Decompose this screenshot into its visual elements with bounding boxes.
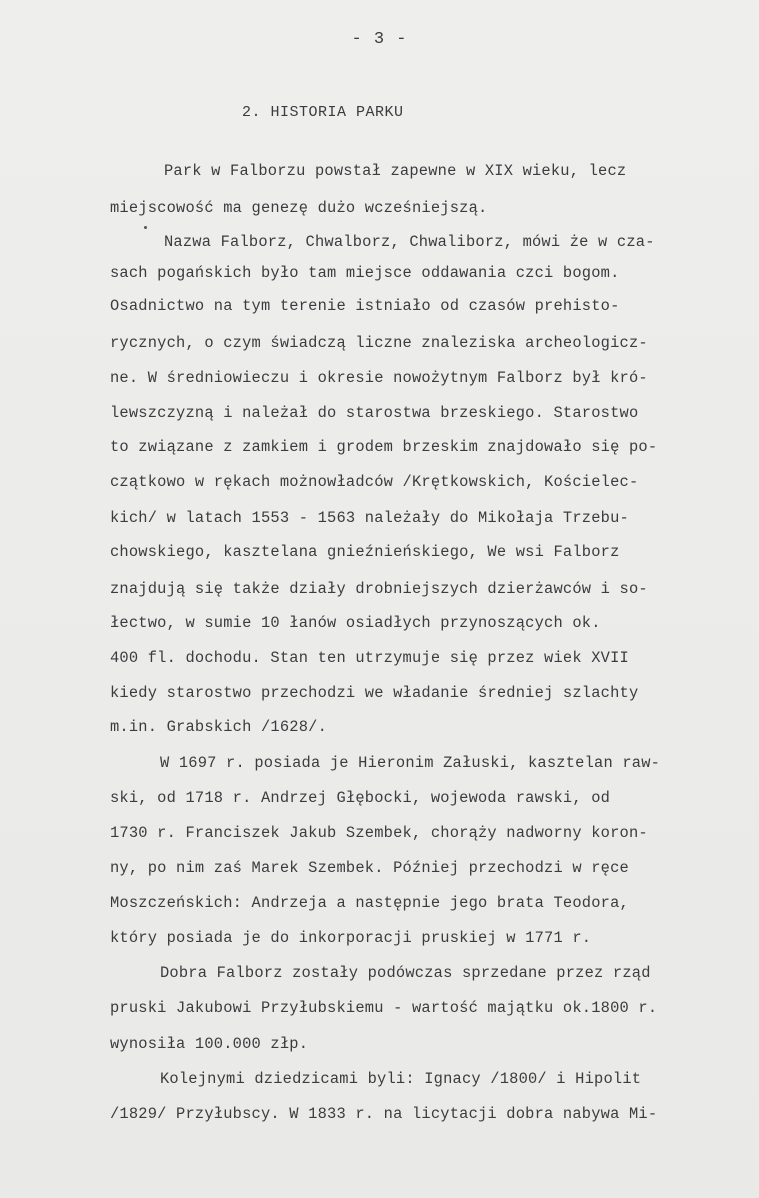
text-line: kiedy starostwo przechodzi we władanie średniej szlachty <box>110 684 639 702</box>
text-line: łectwo, w sumie 10 łanów osiadłych przynoszących ok. <box>110 614 601 632</box>
text-line: Kolejnymi dziedzicami byli: Ignacy /1800/ i Hipolit <box>160 1070 642 1088</box>
text-line: wynosiła 100.000 złp. <box>110 1035 309 1053</box>
text-line: 400 fl. dochodu. Stan ten utrzymuje się przez wiek XVII <box>110 649 629 667</box>
page-number: - 3 - <box>351 30 408 49</box>
text-line: Park w Falborzu powstał zapewne w XIX wieku, lecz <box>164 162 627 180</box>
text-line: Nazwa Falborz, Chwalborz, Chwaliborz, mówi że w cza- <box>164 233 655 251</box>
text-line: kich/ w latach 1553 - 1563 należały do Mikołaja Trzebu- <box>110 509 629 527</box>
text-line: który posiada je do inkorporacji pruskiej w 1771 r. <box>110 929 592 947</box>
text-line: rycznych, o czym świadczą liczne znaleziska archeologicz- <box>110 334 648 352</box>
text-line: znajdują się także działy drobniejszych dzierżawców i so- <box>110 580 648 598</box>
text-line: Osadnictwo na tym terenie istniało od czasów prehisto- <box>110 297 620 315</box>
text-line: Moszczeńskich: Andrzeja a następnie jego brata Teodora, <box>110 894 629 912</box>
text-line: ski, od 1718 r. Andrzej Głębocki, wojewoda rawski, od <box>110 789 611 807</box>
text-line: to związane z zamkiem i grodem brzeskim znajdowało się po- <box>110 438 658 456</box>
text-line: sach pogańskich było tam miejsce oddawania czci bogom. <box>110 264 620 282</box>
text-line: lewszczyzną i należał do starostwa brzeskiego. Starostwo <box>110 404 639 422</box>
text-line: chowskiego, kasztelana gnieźnieńskiego, We wsi Falborz <box>110 543 620 561</box>
text-line: miejscowość ma genezę dużo wcześniejszą. <box>110 199 488 217</box>
text-line: 1730 r. Franciszek Jakub Szembek, chorąży nadworny koron- <box>110 824 648 842</box>
paragraph-mark <box>144 226 147 229</box>
text-line: W 1697 r. posiada je Hieronim Załuski, kasztelan raw- <box>160 754 661 772</box>
text-line: ne. W średniowieczu i okresie nowożytnym Falborz był kró- <box>110 369 648 387</box>
section-heading: 2. HISTORIA PARKU <box>242 104 404 121</box>
text-line: czątkowo w rękach możnowładców /Krętkowskich, Kościelec- <box>110 473 639 491</box>
text-line: pruski Jakubowi Przyłubskiemu - wartość majątku ok.1800 r. <box>110 999 658 1017</box>
text-line: ny, po nim zaś Marek Szembek. Później przechodzi w ręce <box>110 859 629 877</box>
text-line: Dobra Falborz zostały podówczas sprzedane przez rząd <box>160 964 651 982</box>
text-line: m.in. Grabskich /1628/. <box>110 718 328 736</box>
text-line: /1829/ Przyłubscy. W 1833 r. na licytacji dobra nabywa Mi- <box>110 1105 658 1123</box>
